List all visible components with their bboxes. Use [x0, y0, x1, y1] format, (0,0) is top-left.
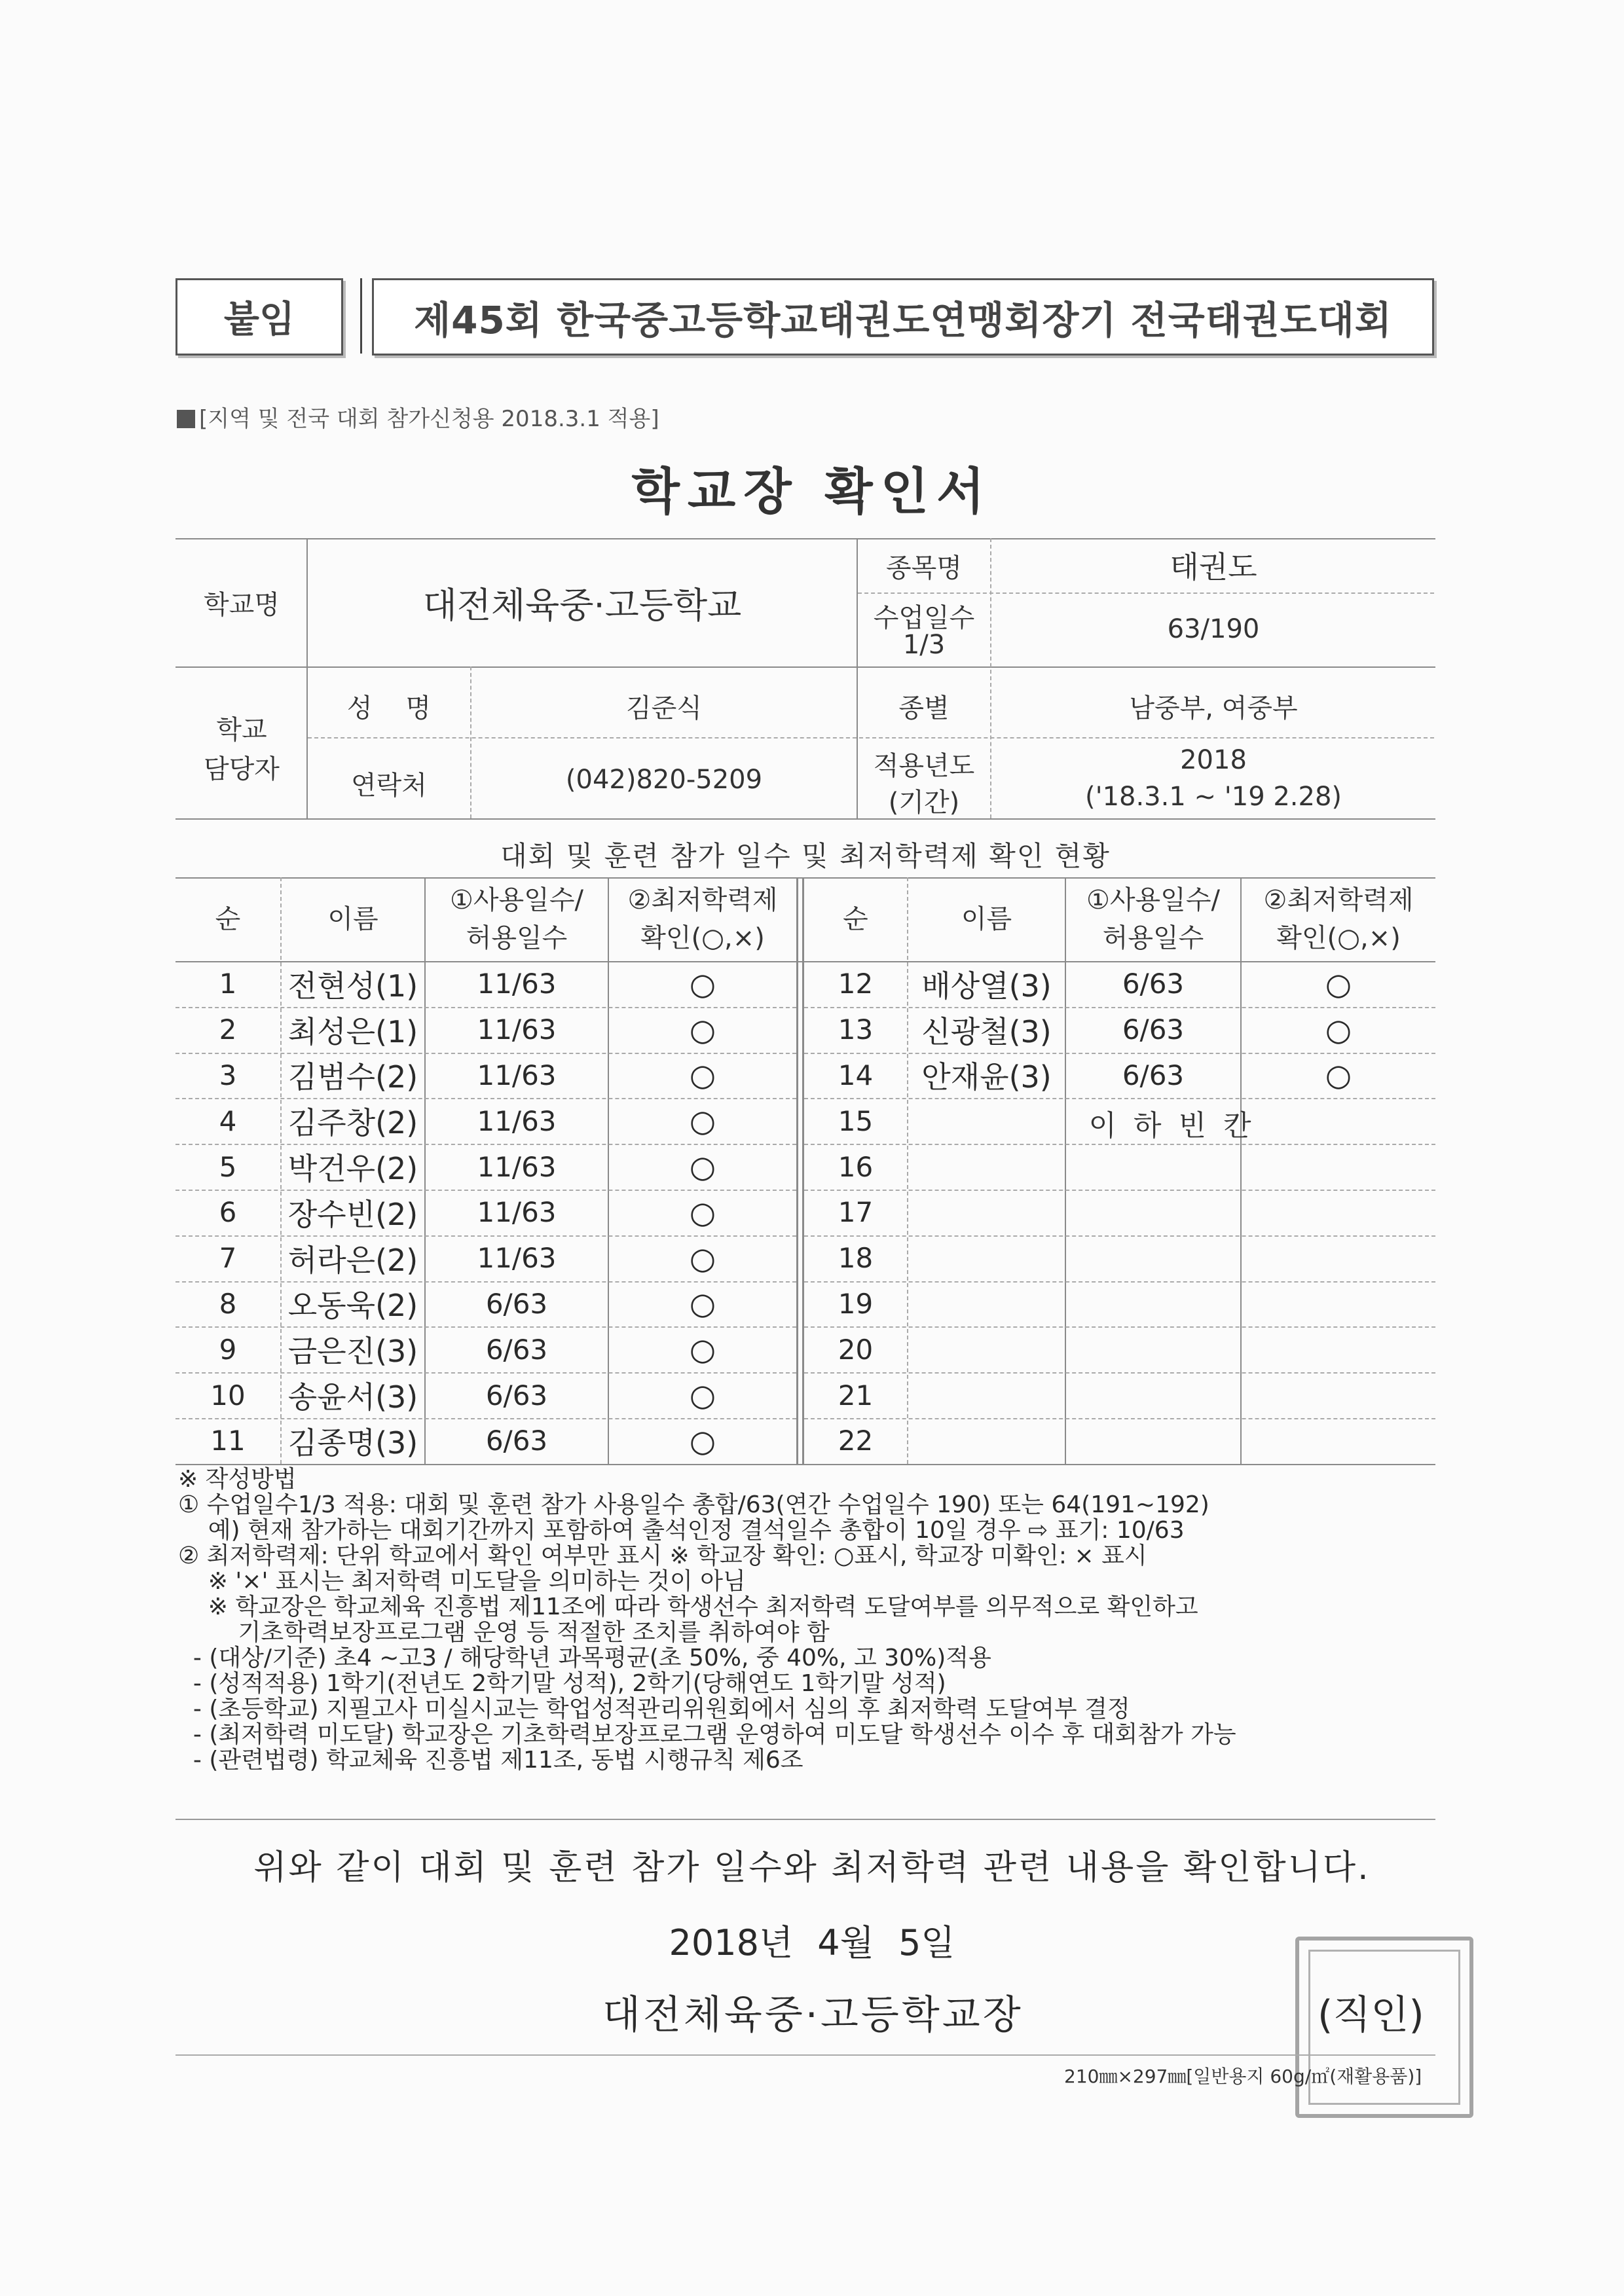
student-name: 안재윤(3) [921, 1059, 1052, 1095]
year-label-1: 적용년도 [873, 751, 975, 781]
year-value-2: ('18.3.1 ~ '19 2.28) [1084, 782, 1342, 812]
used-days: 11/63 [477, 1059, 557, 1091]
student-name: 금은진(3) [287, 1334, 418, 1370]
event-title: 제45회 한국중고등학교태권도연맹회장기 전국태권도대회 [414, 298, 1392, 342]
year-label-2: (기간) [888, 788, 960, 818]
min-academic-check [609, 1007, 796, 1053]
min-academic-check [609, 1144, 796, 1190]
row-number: 3 [219, 1059, 237, 1091]
min-academic-check [609, 1190, 796, 1235]
category-value: 남중부, 여중부 [1129, 693, 1298, 723]
note-line: ② 최저학력제: 단위 학교에서 확인 여부만 표시 ※ 학교장 확인: ○표시, 학교장 미확인: × 표시 [178, 1542, 1147, 1569]
row-number: 6 [219, 1196, 237, 1229]
note-line: ※ 학교장은 학교체육 진흥법 제11조에 따라 학생선수 최저학력 도달여부를 의무적으로 확인하고 [178, 1594, 1198, 1620]
circle-mark-icon: ○ [689, 1286, 716, 1322]
row-number: 1 [219, 968, 237, 1000]
row-number: 7 [219, 1242, 237, 1275]
used-days: 6/63 [1122, 1059, 1185, 1091]
school-value: 대전체육중·고등학교 [422, 585, 742, 626]
header-name-right: 이름 [961, 904, 1012, 934]
note-line: 기초학력보장프로그램 운영 등 적절한 조치를 취하여야 함 [178, 1619, 830, 1646]
attach-label: 붙임 [223, 299, 295, 341]
seal-label: (직인) [1318, 1992, 1424, 2038]
min-academic-check [609, 961, 796, 1007]
contact-value: (042)820-5209 [565, 765, 763, 795]
row-number: 4 [219, 1104, 237, 1137]
used-days: 11/63 [477, 1196, 557, 1229]
square-bullet-icon [177, 410, 195, 428]
student-name: 김주창(2) [287, 1105, 418, 1141]
header-check-right: ②최저학력제 확인(○,×) [1263, 885, 1414, 953]
min-academic-check [609, 1098, 796, 1144]
circle-mark-icon: ○ [689, 1194, 716, 1230]
manager-label-2: 담당자 [204, 754, 280, 784]
row-number: 2 [219, 1013, 237, 1046]
note-line: ※ '×' 표시는 최저학력 미도달을 의미하는 것이 아님 [178, 1568, 746, 1595]
document-title: 학교장 확인서 [631, 462, 993, 520]
min-academic-check [609, 1281, 796, 1327]
days-value: 63/190 [1167, 614, 1260, 644]
student-name: 전현성(1) [287, 968, 418, 1004]
header-divider [360, 278, 362, 354]
header-no-left: 순 [215, 904, 241, 934]
blank-note: 이 하 빈 칸 [1088, 1109, 1255, 1142]
attach-label-box [175, 278, 343, 355]
row-number: 19 [838, 1287, 874, 1320]
note-line: 예) 현재 참가하는 대회기간까지 포함하여 출석인정 결석일수 총합이 10일 경우 ⇨ 표기: 10/63 [178, 1517, 1185, 1544]
min-academic-check [609, 1235, 796, 1281]
row-number: 16 [838, 1150, 874, 1183]
header-days-left: ①사용일수/ 허용일수 [450, 885, 583, 953]
used-days: 6/63 [485, 1333, 548, 1366]
min-academic-check [609, 1372, 796, 1418]
row-number: 17 [838, 1196, 874, 1229]
days-label-2: 1/3 [902, 630, 946, 660]
status-title: 대회 및 훈련 참가 일수 및 최저학력제 확인 현황 [500, 840, 1111, 872]
header-check-left: ②최저학력제 확인(○,×) [627, 885, 778, 953]
circle-mark-icon: ○ [689, 1377, 716, 1413]
circle-mark-icon: ○ [689, 1423, 716, 1459]
event-title-box [372, 278, 1434, 355]
row-number: 11 [210, 1425, 246, 1457]
row-number: 13 [838, 1013, 874, 1046]
row-number: 5 [219, 1150, 237, 1183]
name-value: 김준식 [626, 693, 702, 723]
school-label: 학교명 [204, 590, 280, 620]
row-number: 9 [219, 1333, 237, 1366]
student-name: 신광철(3) [921, 1013, 1052, 1049]
paper-spec: 210㎜×297㎜[일반용지 60g/㎡(재활용품)] [1064, 2066, 1422, 2087]
used-days: 6/63 [1122, 968, 1185, 1000]
student-name: 김범수(2) [287, 1059, 418, 1095]
student-name: 박건우(2) [287, 1151, 418, 1187]
student-name: 송윤서(3) [287, 1379, 418, 1415]
student-name: 허라은(2) [287, 1242, 418, 1278]
circle-mark-icon: ○ [689, 1011, 716, 1048]
used-days: 6/63 [485, 1287, 548, 1320]
header-name-left: 이름 [327, 904, 378, 934]
used-days: 11/63 [477, 968, 557, 1000]
used-days: 6/63 [1122, 1013, 1185, 1046]
row-number: 15 [838, 1104, 874, 1137]
row-number: 12 [838, 968, 874, 1000]
circle-mark-icon: ○ [689, 1057, 716, 1093]
circle-mark-icon: ○ [689, 966, 716, 1002]
student-name: 배상열(3) [921, 968, 1052, 1004]
circle-mark-icon: ○ [1325, 966, 1352, 1002]
used-days: 11/63 [477, 1150, 557, 1183]
student-name: 오동욱(2) [287, 1288, 418, 1324]
days-label-1: 수업일수 [873, 603, 975, 633]
student-name: 김종명(3) [287, 1425, 418, 1461]
row-number: 21 [838, 1379, 874, 1412]
note-line: - (성적적용) 1학기(전년도 2학기말 성적), 2학기(당해연도 1학기말 성적) [178, 1670, 946, 1697]
min-academic-check [1242, 1053, 1435, 1099]
manager-label-1: 학교 [216, 715, 267, 745]
note-line: - (초등학교) 지필고사 미실시교는 학업성적관리위원회에서 심의 후 최저학력 도달여부 결정 [178, 1696, 1130, 1722]
form-note: [지역 및 전국 대회 참가신청용 2018.3.1 적용] [177, 401, 659, 433]
note-line: ※ 작성방법 [178, 1466, 297, 1493]
circle-mark-icon: ○ [689, 1149, 716, 1185]
min-academic-check [1242, 961, 1435, 1007]
circle-mark-icon: ○ [1325, 1057, 1352, 1093]
row-number: 22 [838, 1425, 874, 1457]
min-academic-check [609, 1053, 796, 1099]
event-label: 종목명 [886, 553, 962, 583]
used-days: 11/63 [477, 1242, 557, 1275]
used-days: 6/63 [485, 1425, 548, 1457]
contact-label: 연락처 [351, 771, 427, 801]
issue-date: 2018년 4월 5일 [669, 1922, 955, 1963]
note-line: ① 수업일수1/3 적용: 대회 및 훈련 참가 사용일수 총합/63(연간 수업일수 190) 또는 64(191~192) [178, 1491, 1209, 1518]
row-number: 10 [210, 1379, 246, 1412]
row-number: 14 [838, 1059, 874, 1091]
row-number: 20 [838, 1333, 874, 1366]
note-line: - (대상/기준) 초4 ~고3 / 해당학년 과목평균(초 50%, 중 40%, 고 30%)적용 [178, 1645, 991, 1671]
circle-mark-icon: ○ [689, 1240, 716, 1276]
student-name: 장수빈(2) [287, 1196, 418, 1232]
header-no-right: 순 [843, 904, 868, 934]
circle-mark-icon: ○ [1325, 1011, 1352, 1048]
used-days: 11/63 [477, 1104, 557, 1137]
signer: 대전체육중·고등학교장 [602, 1992, 1024, 2038]
header-days-right: ①사용일수/ 허용일수 [1086, 885, 1220, 953]
note-line: - (관련법령) 학교체육 진흥법 제11조, 동법 시행규칙 제6조 [178, 1747, 803, 1774]
row-number: 8 [219, 1287, 237, 1320]
student-name: 최성은(1) [287, 1013, 418, 1049]
note-line: - (최저학력 미도달) 학교장은 기초학력보장프로그램 운영하여 미도달 학생선수 이수 후 대회참가 가능 [178, 1721, 1236, 1748]
used-days: 11/63 [477, 1013, 557, 1046]
circle-mark-icon: ○ [689, 1103, 716, 1139]
year-value-1: 2018 [1180, 745, 1247, 775]
name-label: 성 명 [346, 693, 432, 723]
min-academic-check [609, 1326, 796, 1372]
confirm-text: 위와 같이 대회 및 훈련 참가 일수와 최저학력 관련 내용을 확인합니다. [253, 1848, 1371, 1887]
category-label: 종별 [898, 693, 950, 723]
row-number: 18 [838, 1242, 874, 1275]
writing-notes [178, 1467, 1488, 1773]
min-academic-check [609, 1418, 796, 1464]
circle-mark-icon: ○ [689, 1332, 716, 1368]
event-value: 태권도 [1170, 549, 1257, 585]
min-academic-check [1242, 1007, 1435, 1053]
used-days: 6/63 [485, 1379, 548, 1412]
